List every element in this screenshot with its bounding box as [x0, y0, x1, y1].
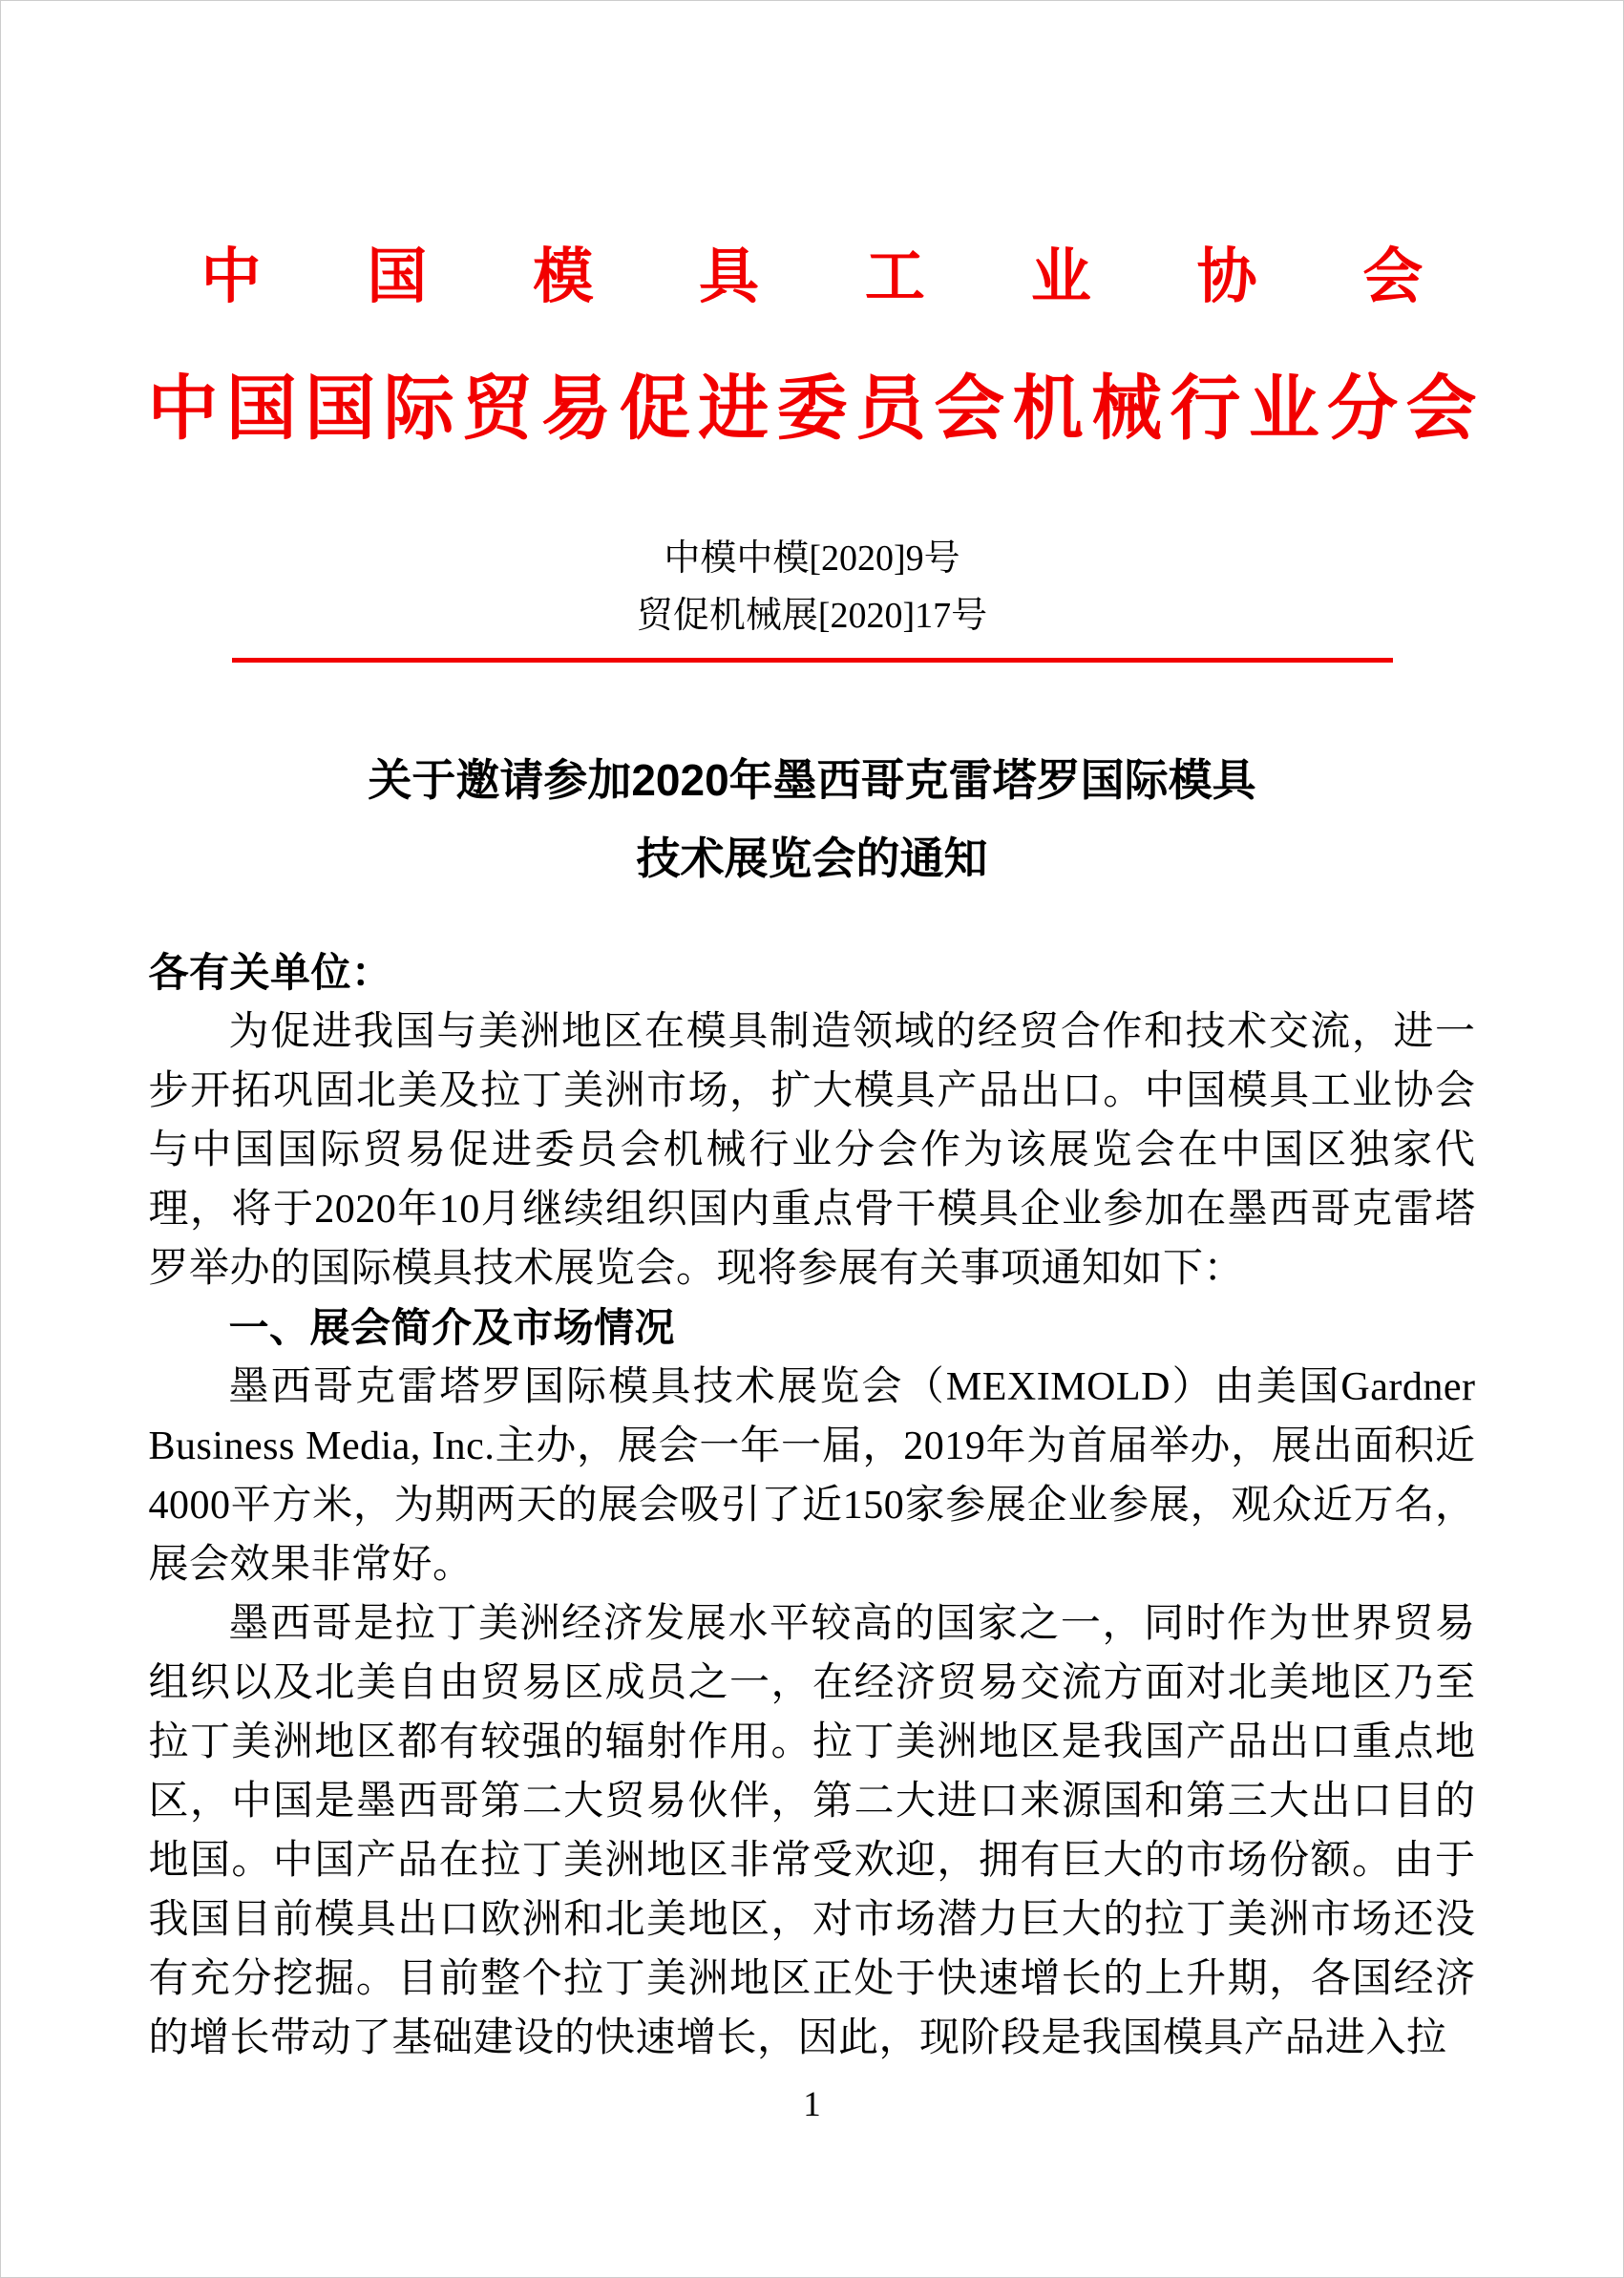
- doc-number-line-1: 中模中模[2020]9号: [664, 538, 960, 579]
- letterhead-org-line-1: 中 国 模 具 工 业 协 会: [200, 243, 1424, 310]
- section-1-heading: 一、展会简介及市场情况: [228, 1305, 676, 1350]
- paragraph-2: 墨西哥克雷塔罗国际模具技术展览会（MEXIMOLD）由美国Gardner Business Media, Inc.主办，展会一年一届，2019年为首届举办，展出面积近4000平方米，为期两天的展会吸引了近150家参展企业参展，观众近万名，展会效果非常好。: [148, 1365, 1476, 1587]
- letterhead-org-line-2: 中 国 国 际 贸 易 促 进 委 员 会 机 械 行 业 分 会: [147, 370, 1477, 449]
- doc-number-block: [1, 530, 1623, 644]
- notice-title-line-2: 技术展览会的通知: [636, 833, 988, 883]
- red-divider: [232, 658, 1393, 663]
- notice-title-line-1: 关于邀请参加2020年墨西哥克雷塔罗国际模具: [368, 755, 1256, 805]
- salutation: 各有关单位：: [148, 950, 392, 995]
- paragraph-1: 为促进我国与美洲地区在模具制造领域的经贸合作和技术交流，进一步开拓巩固北美及拉丁美洲市场，扩大模具产品出口。中国模具工业协会与中国国际贸易促进委员会机械行业分会作为该展览会在中国区独家代理，将于2020年10月继续组织国内重点骨干模具企业参加在墨西哥克雷塔罗举办的国际模具技术展览会。现将参展有关事项通知如下：: [148, 1010, 1476, 1291]
- page-number: 1: [803, 2085, 821, 2124]
- notice-body: [149, 943, 1476, 2068]
- paragraph-3: 墨西哥是拉丁美洲经济发展水平较高的国家之一，同时作为世界贸易组织以及北美自由贸易区成员之一，在经济贸易交流方面对北美地区乃至拉丁美洲地区都有较强的辐射作用。拉丁美洲地区是我国产品出口重点地区，中国是墨西哥第二大贸易伙伴，第二大进口来源国和第三大出口目的地国。中国产品在拉丁美洲地区非常受欢迎，拥有巨大的市场份额。由于我国目前模具出口欧洲和北美地区，对市场潜力巨大的拉丁美洲市场还没有充分挖掘。目前整个拉丁美洲地区正处于快速增长的上升期，各国经济的增长带动了基础建设的快速增长，因此，现阶段是我国模具产品进入拉: [148, 1602, 1476, 2060]
- notice-title: [1, 741, 1623, 897]
- doc-number-line-2: 贸促机械展[2020]17号: [636, 596, 988, 636]
